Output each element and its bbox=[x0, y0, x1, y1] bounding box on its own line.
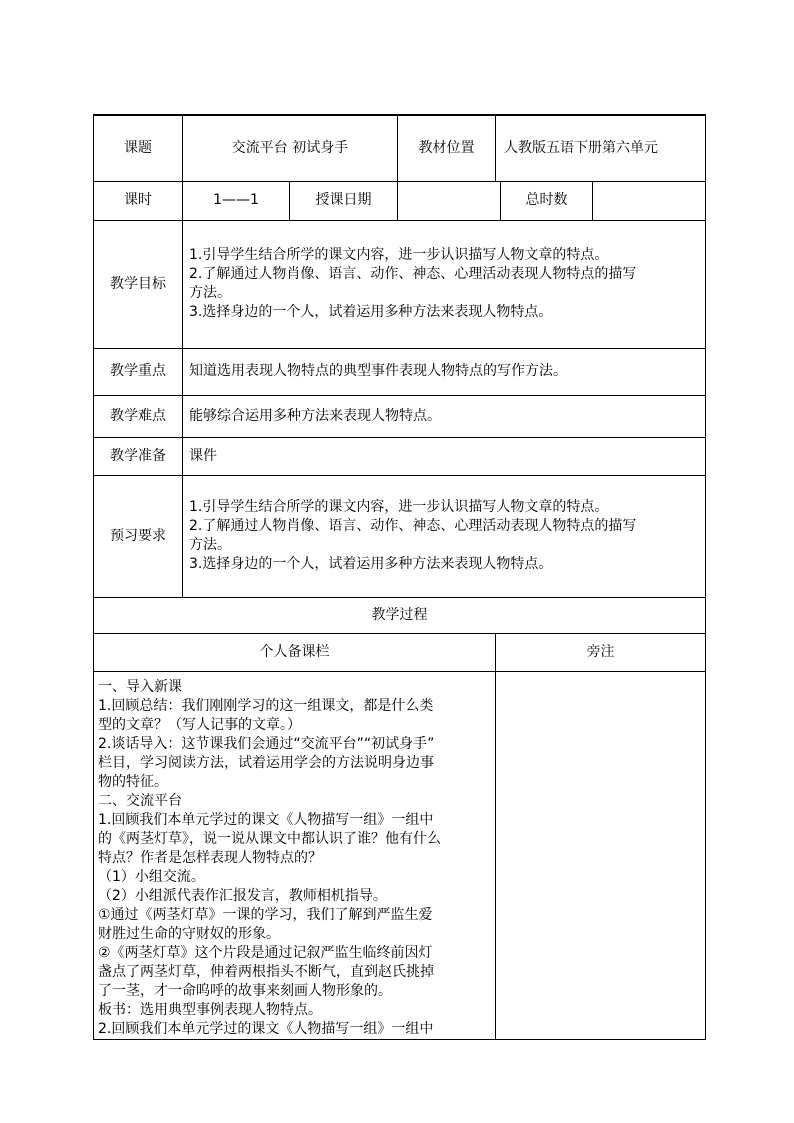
preview-label: 预习要求 bbox=[94, 475, 183, 597]
goals-line: 方法。 bbox=[189, 285, 231, 301]
period-value: 1——1 bbox=[183, 181, 290, 220]
lesson-plan-table bbox=[93, 114, 705, 1037]
process-line: 型的文章？（写人记事的文章。） bbox=[98, 716, 301, 733]
goals-line: 2.了解通过人物肖像、语言、动作、神态、心理活动表现人物特点的描写 bbox=[189, 266, 637, 282]
period-label: 课时 bbox=[94, 181, 183, 220]
goals-line: 1.引导学生结合所学的课文内容，进一步认识描写人物文章的特点。 bbox=[189, 247, 609, 263]
process-line: 了一茎，才一命呜呼的故事来刻画人物形象的。 bbox=[98, 982, 392, 999]
process-line: 1.回顾我们本单元学过的课文《人物描写一组》一组中 bbox=[98, 811, 434, 828]
material-value: 人教版五语下册第六单元 bbox=[496, 115, 706, 181]
process-title: 教学过程 bbox=[94, 597, 706, 633]
preview-line: 2.了解通过人物肖像、语言、动作、神态、心理活动表现人物特点的描写 bbox=[189, 518, 637, 534]
process-line: （2）小组派代表作汇报发言，教师相机指导。 bbox=[98, 887, 387, 904]
process-line: 物的特征。 bbox=[98, 773, 168, 790]
total-label: 总时数 bbox=[501, 181, 593, 220]
process-line: （1）小组交流。 bbox=[98, 868, 205, 885]
date-value bbox=[398, 181, 501, 220]
process-line: 栏目，学习阅读方法，试着运用学会的方法说明身边事 bbox=[98, 754, 434, 771]
difficulty-label: 教学难点 bbox=[94, 395, 183, 437]
process-side-note bbox=[496, 671, 706, 1039]
preview-line: 1.引导学生结合所学的课文内容，进一步认识描写人物文章的特点。 bbox=[189, 499, 609, 515]
process-line: 一、导入新课 bbox=[98, 678, 182, 695]
process-line: 板书：选用典型事例表现人物特点。 bbox=[98, 1001, 322, 1018]
key-point-value: 知道选用表现人物特点的典型事件表现人物特点的写作方法。 bbox=[183, 348, 706, 395]
preview-line: 方法。 bbox=[189, 537, 231, 553]
goals-label: 教学目标 bbox=[94, 220, 183, 348]
key-point-label: 教学重点 bbox=[94, 348, 183, 395]
topic-label: 课题 bbox=[94, 115, 183, 181]
process-main-header: 个人备课栏 bbox=[94, 633, 496, 671]
process-line: 2.谈话导入：这节课我们会通过“交流平台”“初试身手” bbox=[98, 735, 435, 752]
date-label: 授课日期 bbox=[290, 181, 398, 220]
topic-value: 交流平台 初试身手 bbox=[183, 115, 398, 181]
process-side-header: 旁注 bbox=[496, 633, 706, 671]
process-line: 的《两茎灯草》，说一说从课文中都认识了谁？他有什么 bbox=[98, 830, 441, 847]
process-line: 1.回顾总结：我们刚刚学习的这一组课文，都是什么类 bbox=[98, 697, 434, 714]
process-line: ①通过《两茎灯草》一课的学习，我们了解到严监生爱 bbox=[98, 906, 433, 923]
process-line: ②《两茎灯草》这个片段是通过记叙严监生临终前因灯 bbox=[98, 944, 433, 961]
material-label: 教材位置 bbox=[398, 115, 496, 181]
process-line: 盏点了两茎灯草，伸着两根指头不断气，直到赵氏挑掉 bbox=[98, 963, 434, 980]
process-line: 财胜过生命的守财奴的形象。 bbox=[98, 925, 280, 942]
process-line: 二、交流平台 bbox=[98, 792, 182, 809]
process-line: 2.回顾我们本单元学过的课文《人物描写一组》一组中 bbox=[98, 1020, 434, 1037]
preparation-label: 教学准备 bbox=[94, 437, 183, 475]
total-value bbox=[593, 181, 706, 220]
process-line: 特点？作者是怎样表现人物特点的？ bbox=[98, 849, 322, 866]
difficulty-value: 能够综合运用多种方法来表现人物特点。 bbox=[183, 395, 706, 437]
preview-content bbox=[183, 475, 706, 597]
process-body bbox=[94, 671, 496, 1039]
preparation-value: 课件 bbox=[183, 437, 706, 475]
goals-content bbox=[183, 220, 706, 348]
preview-line: 3.选择身边的一个人，试着运用多种方法来表现人物特点。 bbox=[189, 556, 553, 572]
goals-line: 3.选择身边的一个人，试着运用多种方法来表现人物特点。 bbox=[189, 304, 553, 320]
